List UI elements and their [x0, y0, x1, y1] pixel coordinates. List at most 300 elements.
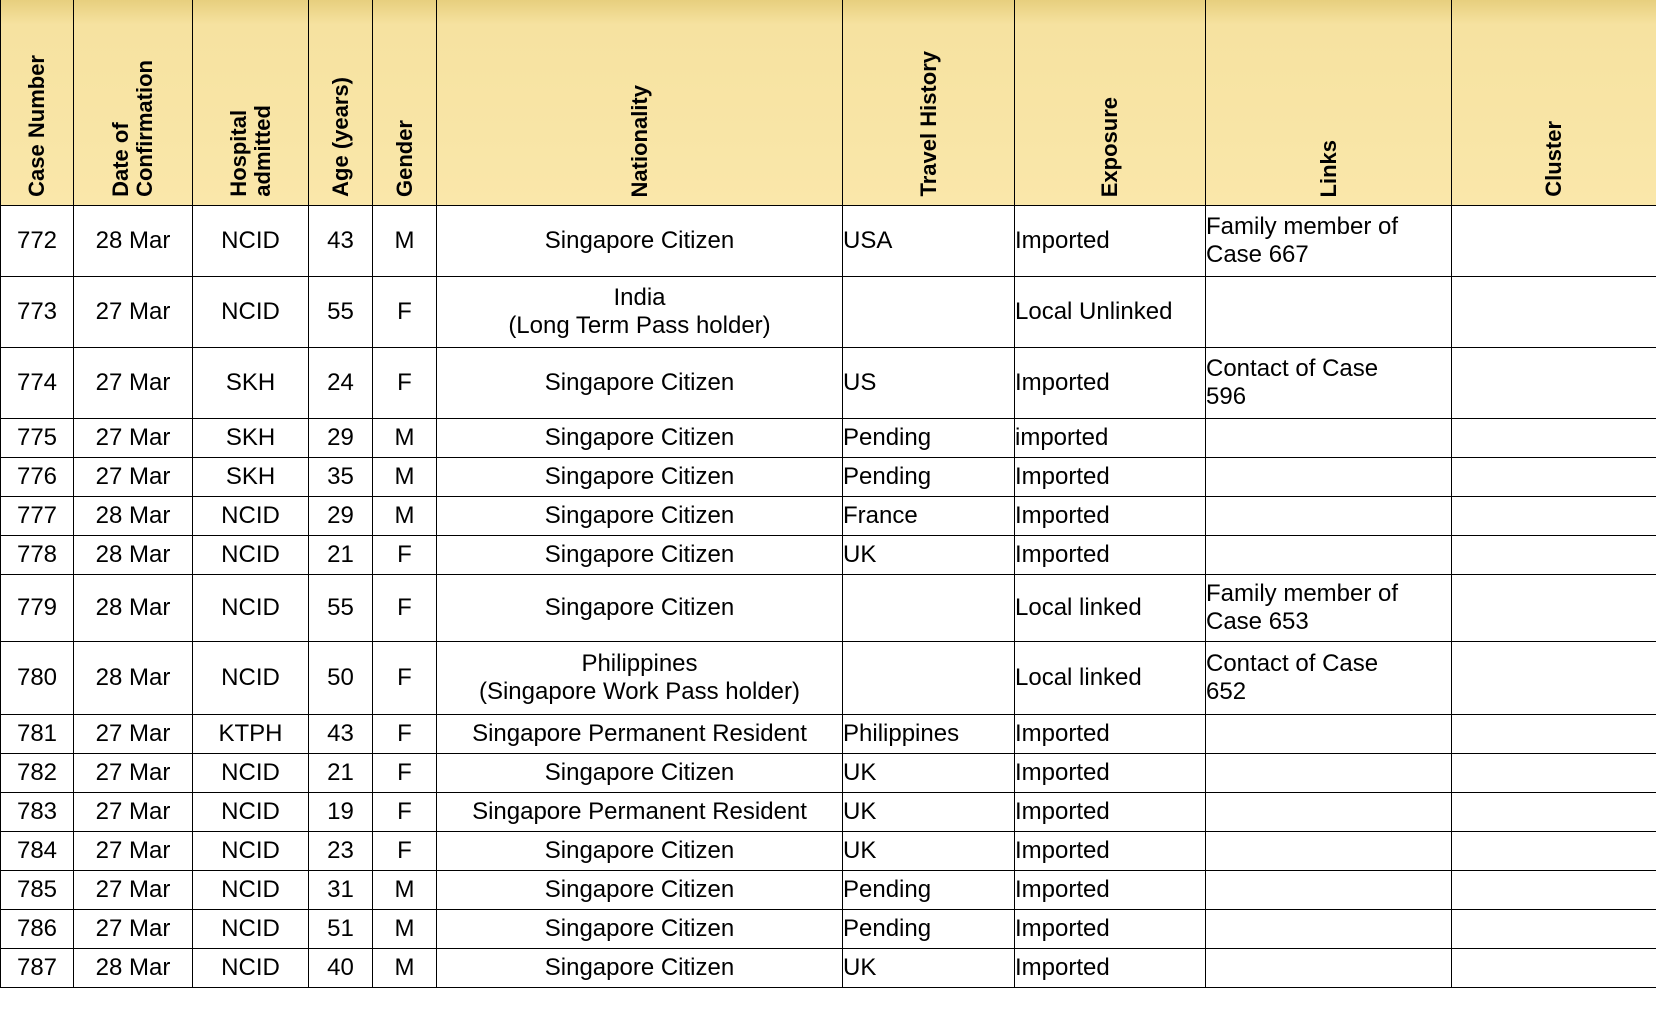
header-gender [373, 0, 437, 206]
cell-hospital [193, 871, 309, 910]
cell-date [74, 832, 193, 871]
cell-hospital [193, 419, 309, 458]
header-age [309, 0, 373, 206]
table-row [1, 458, 1656, 497]
cell-nationality [437, 793, 843, 832]
cell-age-text: 35 [327, 463, 354, 490]
cell-age [309, 575, 373, 642]
cell-age-text: 50 [327, 664, 354, 691]
cell-date-text: 28 Mar [95, 541, 171, 568]
cell-links-text: 596 [1206, 383, 1247, 410]
cell-age-text: 24 [327, 369, 354, 396]
cell-nationality [437, 715, 843, 754]
table-row [1, 497, 1656, 536]
cell-gender-text: F [397, 594, 412, 621]
cell-hospital-text: NCID [221, 759, 280, 786]
cell-links [1206, 715, 1452, 754]
cell-gender [373, 832, 437, 871]
cell-travel-history [843, 793, 1015, 832]
cell-case-number [1, 206, 74, 277]
cell-links [1206, 277, 1452, 348]
cell-hospital-text: SKH [225, 424, 276, 451]
cell-case-number [1, 536, 74, 575]
cell-date [74, 910, 193, 949]
cell-hospital [193, 642, 309, 715]
cell-travel-history-text: France [843, 502, 918, 529]
cell-age [309, 348, 373, 419]
cell-hospital-text: NCID [221, 594, 280, 621]
cell-exposure [1015, 871, 1206, 910]
cell-links-text: Contact of Case [1206, 355, 1379, 382]
cell-hospital [193, 754, 309, 793]
cell-date-text: 28 Mar [95, 664, 171, 691]
cell-age [309, 793, 373, 832]
cell-age [309, 536, 373, 575]
header-case-number-label: Case Number [24, 55, 49, 197]
table-row [1, 910, 1656, 949]
table-body [1, 206, 1656, 988]
cell-age-text: 43 [327, 227, 354, 254]
cell-gender [373, 419, 437, 458]
cell-age [309, 497, 373, 536]
cell-age [309, 206, 373, 277]
cell-gender [373, 458, 437, 497]
cell-hospital [193, 715, 309, 754]
cell-nationality [437, 419, 843, 458]
cell-nationality [437, 536, 843, 575]
cell-exposure [1015, 348, 1206, 419]
cell-age-text: 51 [327, 915, 354, 942]
cell-case-number [1, 910, 74, 949]
cell-travel-history-text: Pending [843, 915, 932, 942]
cell-date-text: 27 Mar [95, 298, 171, 325]
cell-cluster [1452, 206, 1656, 277]
cell-hospital-text: SKH [225, 463, 276, 490]
cell-hospital [193, 458, 309, 497]
cell-travel-history-text: UK [843, 759, 877, 786]
cell-case-number-text: 775 [16, 424, 58, 451]
table-row [1, 348, 1656, 419]
cell-exposure-text: Imported [1015, 502, 1110, 529]
cell-case-number-text: 782 [16, 759, 58, 786]
header-gender-label: Gender [391, 119, 417, 197]
cell-travel-history [843, 832, 1015, 871]
cell-travel-history [843, 277, 1015, 348]
cell-age-text: 21 [327, 541, 354, 568]
cell-exposure-text: Imported [1015, 837, 1110, 864]
cell-age [309, 458, 373, 497]
cell-links-text: Family member of [1206, 213, 1399, 240]
cell-date [74, 497, 193, 536]
table-row [1, 536, 1656, 575]
cell-cluster [1452, 871, 1656, 910]
cell-age [309, 754, 373, 793]
cell-gender [373, 277, 437, 348]
cell-case-number [1, 348, 74, 419]
cell-exposure [1015, 949, 1206, 988]
table-row [1, 419, 1656, 458]
cell-date [74, 949, 193, 988]
cell-date [74, 419, 193, 458]
cell-age-text: 19 [327, 798, 354, 825]
table-row [1, 832, 1656, 871]
cell-exposure [1015, 575, 1206, 642]
cell-case-number-text: 773 [16, 298, 58, 325]
cell-nationality-text: Singapore Citizen [544, 227, 735, 254]
cell-links-text: 652 [1206, 678, 1247, 705]
cell-nationality [437, 348, 843, 419]
cell-date-text: 28 Mar [95, 502, 171, 529]
cell-gender-text: F [397, 298, 412, 325]
table-row [1, 575, 1656, 642]
cell-date [74, 206, 193, 277]
cell-exposure-text: Imported [1015, 798, 1110, 825]
cell-date [74, 277, 193, 348]
cell-links [1206, 419, 1452, 458]
cell-links [1206, 832, 1452, 871]
cell-nationality-text: Singapore Permanent Resident [472, 720, 807, 747]
cell-travel-history [843, 910, 1015, 949]
cell-travel-history-text: UK [843, 954, 877, 981]
cell-case-number-text: 786 [16, 915, 58, 942]
cell-nationality-text: Singapore Citizen [544, 502, 735, 529]
cell-cluster [1452, 754, 1656, 793]
cell-hospital-text: SKH [225, 369, 276, 396]
cell-gender-text: F [397, 720, 412, 747]
cell-hospital-text: KTPH [218, 720, 283, 747]
cell-exposure-text: imported [1015, 424, 1109, 451]
cell-exposure-text: Imported [1015, 463, 1110, 490]
cell-exposure [1015, 419, 1206, 458]
cell-date [74, 754, 193, 793]
cell-date [74, 348, 193, 419]
cell-travel-history [843, 458, 1015, 497]
header-cluster [1452, 0, 1656, 206]
cell-hospital [193, 949, 309, 988]
cell-date [74, 458, 193, 497]
cell-case-number [1, 277, 74, 348]
table-row [1, 642, 1656, 715]
cell-links [1206, 575, 1452, 642]
cell-exposure-text: Imported [1015, 954, 1110, 981]
header-date-line1: Date of [108, 122, 133, 197]
cell-case-number [1, 419, 74, 458]
cell-nationality-text: Philippines [581, 650, 698, 677]
cell-cluster [1452, 715, 1656, 754]
cell-nationality-text: (Singapore Work Pass holder) [478, 678, 801, 705]
cell-nationality-text: Singapore Citizen [544, 954, 735, 981]
header-hospital [193, 0, 309, 206]
cell-case-number [1, 754, 74, 793]
cell-date [74, 871, 193, 910]
cell-age-text: 55 [327, 298, 354, 325]
header-row [1, 0, 1656, 206]
cell-cluster [1452, 949, 1656, 988]
cell-case-number-text: 784 [16, 837, 58, 864]
cell-date-text: 27 Mar [95, 876, 171, 903]
cell-age [309, 910, 373, 949]
cell-date-text: 27 Mar [95, 915, 171, 942]
cell-nationality-text: Singapore Citizen [544, 594, 735, 621]
header-date [74, 0, 193, 206]
cell-exposure [1015, 458, 1206, 497]
cell-date-text: 27 Mar [95, 759, 171, 786]
cell-case-number [1, 458, 74, 497]
cell-travel-history [843, 575, 1015, 642]
cell-travel-history [843, 497, 1015, 536]
cell-gender-text: F [397, 798, 412, 825]
cell-travel-history [843, 949, 1015, 988]
table-row [1, 793, 1656, 832]
cell-nationality-text: Singapore Citizen [544, 876, 735, 903]
cell-exposure-text: Imported [1015, 915, 1110, 942]
cell-hospital-text: NCID [221, 798, 280, 825]
header-travel-history-label: Travel History [915, 51, 941, 197]
header-nationality-label: Nationality [626, 84, 652, 197]
cell-date-text: 27 Mar [95, 463, 171, 490]
cell-hospital [193, 206, 309, 277]
cell-links [1206, 458, 1452, 497]
cell-hospital-text: NCID [221, 664, 280, 691]
cell-gender [373, 348, 437, 419]
cell-date [74, 715, 193, 754]
cell-exposure [1015, 910, 1206, 949]
cell-links [1206, 871, 1452, 910]
cell-case-number-text: 787 [16, 954, 58, 981]
cell-hospital-text: NCID [221, 876, 280, 903]
cell-exposure [1015, 793, 1206, 832]
cell-links [1206, 793, 1452, 832]
header-links [1206, 0, 1452, 206]
cell-links-text: Contact of Case [1206, 650, 1379, 677]
cell-hospital-text: NCID [221, 954, 280, 981]
cell-nationality [437, 910, 843, 949]
cell-case-number [1, 949, 74, 988]
cell-gender [373, 642, 437, 715]
cell-gender [373, 754, 437, 793]
table-row [1, 871, 1656, 910]
cell-age [309, 949, 373, 988]
cell-gender-text: M [394, 954, 415, 981]
cell-travel-history-text: UK [843, 541, 877, 568]
cell-travel-history-text: Pending [843, 424, 932, 451]
cell-date [74, 536, 193, 575]
cell-gender [373, 715, 437, 754]
cell-travel-history [843, 419, 1015, 458]
header-exposure [1015, 0, 1206, 206]
cell-exposure [1015, 277, 1206, 348]
cell-nationality [437, 754, 843, 793]
cell-travel-history [843, 715, 1015, 754]
cell-nationality-text: Singapore Permanent Resident [472, 798, 807, 825]
cell-case-number-text: 777 [16, 502, 58, 529]
header-age-label: Age (years) [327, 77, 353, 197]
header-hospital-line1: Hospital [225, 110, 251, 197]
cell-cluster [1452, 277, 1656, 348]
cell-hospital-text: NCID [221, 502, 280, 529]
cell-age-text: 21 [327, 759, 354, 786]
cell-cluster [1452, 793, 1656, 832]
cell-case-number [1, 832, 74, 871]
cell-links [1206, 206, 1452, 277]
cell-nationality [437, 575, 843, 642]
cell-hospital-text: NCID [221, 541, 280, 568]
cell-age [309, 832, 373, 871]
cell-age-text: 31 [327, 876, 354, 903]
cell-age [309, 642, 373, 715]
cell-links-text: Case 653 [1206, 608, 1309, 635]
cell-hospital-text: NCID [221, 837, 280, 864]
cell-nationality-text: India [613, 284, 666, 311]
cell-links-text: Case 667 [1206, 241, 1309, 268]
cell-exposure [1015, 536, 1206, 575]
cell-nationality [437, 497, 843, 536]
cell-case-number [1, 642, 74, 715]
cell-cluster [1452, 348, 1656, 419]
cell-gender-text: F [397, 541, 412, 568]
cell-gender-text: M [394, 915, 415, 942]
cell-age-text: 29 [327, 424, 354, 451]
cell-exposure [1015, 642, 1206, 715]
cell-exposure [1015, 497, 1206, 536]
header-date-line2: Confirmation [132, 60, 157, 197]
cell-nationality [437, 832, 843, 871]
cell-links [1206, 642, 1452, 715]
cell-date [74, 575, 193, 642]
cell-travel-history [843, 536, 1015, 575]
cell-nationality-text: Singapore Citizen [544, 915, 735, 942]
cell-gender-text: F [397, 369, 412, 396]
cell-hospital [193, 497, 309, 536]
cell-gender-text: F [397, 759, 412, 786]
cell-hospital [193, 575, 309, 642]
cell-travel-history-text: Pending [843, 876, 932, 903]
cell-age [309, 871, 373, 910]
cell-nationality [437, 206, 843, 277]
header-case-number [1, 0, 74, 206]
cell-gender-text: M [394, 424, 415, 451]
cell-nationality [437, 949, 843, 988]
cell-hospital [193, 793, 309, 832]
cell-gender [373, 793, 437, 832]
cell-exposure-text: Imported [1015, 227, 1110, 254]
cell-travel-history [843, 348, 1015, 419]
table-row [1, 754, 1656, 793]
cell-links [1206, 497, 1452, 536]
table-row [1, 715, 1656, 754]
cell-exposure [1015, 206, 1206, 277]
header-travel-history [843, 0, 1015, 206]
cell-case-number-text: 780 [16, 664, 58, 691]
cell-case-number-text: 781 [16, 720, 58, 747]
cell-date [74, 642, 193, 715]
cell-travel-history [843, 871, 1015, 910]
cell-travel-history [843, 754, 1015, 793]
cell-gender [373, 910, 437, 949]
table-row [1, 277, 1656, 348]
cell-age [309, 715, 373, 754]
cell-case-number-text: 785 [16, 876, 58, 903]
cell-cluster [1452, 910, 1656, 949]
cell-travel-history-text: Philippines [843, 720, 960, 747]
cell-age-text: 55 [327, 594, 354, 621]
cell-travel-history-text: Pending [843, 463, 932, 490]
cell-cluster [1452, 419, 1656, 458]
cell-hospital-text: NCID [221, 915, 280, 942]
cell-gender-text: M [394, 463, 415, 490]
cell-nationality-text: Singapore Citizen [544, 424, 735, 451]
cell-case-number-text: 776 [16, 463, 58, 490]
cell-nationality-text: Singapore Citizen [544, 541, 735, 568]
cell-exposure-text: Local linked [1015, 594, 1142, 621]
cell-cluster [1452, 575, 1656, 642]
cell-travel-history-text: UK [843, 837, 877, 864]
cell-nationality [437, 871, 843, 910]
cell-cluster [1452, 536, 1656, 575]
cell-gender-text: F [397, 837, 412, 864]
cell-links [1206, 536, 1452, 575]
cell-gender [373, 871, 437, 910]
cell-date-text: 28 Mar [95, 954, 171, 981]
cell-exposure-text: Imported [1015, 720, 1110, 747]
header-hospital-label [227, 91, 275, 205]
cell-age-text: 40 [327, 954, 354, 981]
cell-date-text: 27 Mar [95, 837, 171, 864]
cell-gender-text: M [394, 502, 415, 529]
cell-case-number [1, 497, 74, 536]
cell-cluster [1452, 832, 1656, 871]
header-nationality [437, 0, 843, 206]
cell-links [1206, 348, 1452, 419]
cell-travel-history-text: US [843, 369, 877, 396]
cell-date-text: 27 Mar [95, 720, 171, 747]
cell-nationality [437, 277, 843, 348]
cell-nationality-text: Singapore Citizen [544, 837, 735, 864]
cell-hospital [193, 348, 309, 419]
cell-age [309, 419, 373, 458]
cell-nationality-text: Singapore Citizen [544, 759, 735, 786]
cell-case-number [1, 793, 74, 832]
cell-exposure-text: Local linked [1015, 664, 1142, 691]
cell-date-text: 27 Mar [95, 798, 171, 825]
header-date-label [109, 46, 157, 205]
cell-gender-text: F [397, 664, 412, 691]
cell-travel-history-text: UK [843, 798, 877, 825]
cell-cluster [1452, 458, 1656, 497]
cell-nationality-text: Singapore Citizen [544, 463, 735, 490]
cell-date-text: 27 Mar [95, 369, 171, 396]
cell-nationality [437, 458, 843, 497]
cell-links-text: Family member of [1206, 580, 1399, 607]
cell-age-text: 29 [327, 502, 354, 529]
cell-links [1206, 754, 1452, 793]
cell-travel-history [843, 642, 1015, 715]
cell-case-number-text: 772 [16, 227, 58, 254]
cell-exposure [1015, 754, 1206, 793]
cell-gender [373, 497, 437, 536]
cell-exposure-text: Local Unlinked [1015, 298, 1173, 325]
cell-case-number-text: 779 [16, 594, 58, 621]
cell-hospital [193, 910, 309, 949]
cell-case-number [1, 575, 74, 642]
cell-nationality-text: (Long Term Pass holder) [508, 312, 771, 339]
cell-age-text: 23 [327, 837, 354, 864]
cell-exposure-text: Imported [1015, 759, 1110, 786]
header-exposure-label: Exposure [1097, 96, 1122, 197]
cell-nationality-text: Singapore Citizen [544, 369, 735, 396]
cell-exposure [1015, 832, 1206, 871]
header-cluster-label: Cluster [1541, 121, 1566, 197]
